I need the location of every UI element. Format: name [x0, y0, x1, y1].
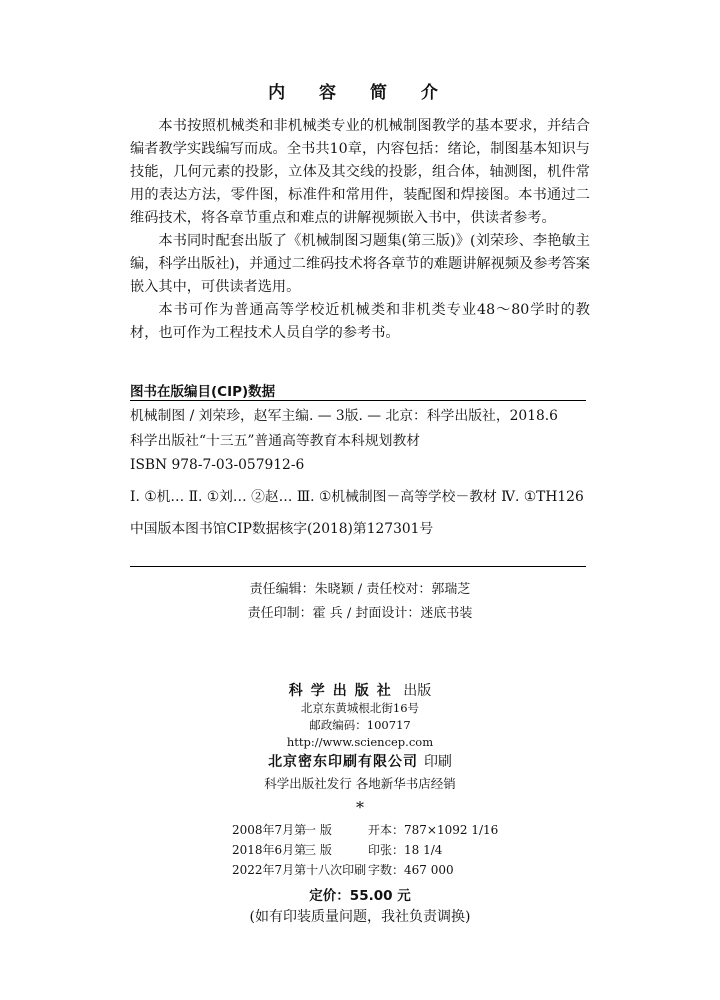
edition-spec: 字数：467 000 — [368, 863, 454, 877]
edition-number: 一 版 — [304, 823, 332, 837]
cip-isbn: ISBN 978-7-03-057912-6 — [130, 457, 305, 473]
separator-star: * — [356, 798, 364, 817]
cip-subject-classification: Ⅰ. ①机… Ⅱ. ①刘… ②赵… Ⅲ. ①机械制图－高等学校－教材 Ⅳ. ①TH126 — [130, 488, 584, 505]
publisher-name-suffix: 出版 — [403, 683, 432, 699]
intro-text — [130, 115, 590, 345]
printer-line — [0, 751, 720, 773]
publisher-website: http://www.sciencep.com — [286, 735, 434, 749]
intro-title: 内 容 简 介 — [268, 83, 452, 103]
staff-line-editors: 责任编辑：朱晓颖 / 责任校对：郭瑞芝 — [249, 582, 471, 597]
edition-date: 2022年7月第十八次印刷 — [232, 863, 367, 877]
printer-name: 北京密东印刷有限公司 — [268, 754, 419, 770]
edition-row — [232, 840, 498, 860]
edition-date: 2008年7月第 — [232, 823, 307, 837]
cip-record — [130, 404, 586, 541]
cip-catalog-number: 中国版本图书馆CIP数据核字(2018)第127301号 — [130, 520, 434, 537]
edition-date: 2018年6月第 — [232, 843, 307, 857]
printer-suffix: 印刷 — [423, 754, 452, 770]
edition-table — [232, 820, 498, 880]
staff-credits — [0, 578, 720, 626]
distribution-line: 科学出版社发行 各地新华书店经销 — [264, 776, 456, 791]
publisher-name: 科学出版社 — [288, 683, 399, 699]
staff-line-production: 责任印制：霍 兵 / 封面设计：迷底书装 — [247, 606, 473, 621]
publisher-postcode: 邮政编码：100717 — [309, 718, 411, 732]
cip-top-rule — [130, 400, 586, 401]
intro-paragraph: 本书按照机械类和非机械类专业的机械制图教学的基本要求，并结合编者教学实践编写而成。全书共10章，内容包括：绪论，制图基本知识与技能，几何元素的投影，立体及其交线的投影，组合体，轴测图，机件常用的表达方法，零件图，标准件和常用件，装配图和焊接图。本书通过二维码技术，将各章节重点和难点的讲解视频嵌入书中，供读者参考。 — [130, 118, 590, 226]
cip-bottom-rule — [130, 566, 586, 567]
publisher-block — [0, 680, 720, 817]
edition-row — [232, 860, 498, 880]
edition-number: 三 版 — [304, 843, 332, 857]
intro-paragraph: 本书同时配套出版了《机械制图习题集(第三版)》(刘荣珍、李艳敏主编，科学出版社)，并通过二维码技术将各章节的难题讲解视频及参考答案嵌入其中，可供读者选用。 — [130, 233, 590, 295]
publisher-name-line — [0, 680, 720, 700]
intro-paragraph: 本书可作为普通高等学校近机械类和非机类专业48～80学时的教材，也可作为工程技术人员自学的参考书。 — [130, 302, 590, 341]
cip-heading: 图书在版编目(CIP)数据 — [130, 384, 276, 400]
quality-notice: (如有印装质量问题，我社负责调换) — [249, 909, 471, 925]
edition-spec: 开本：787×1092 1/16 — [368, 823, 499, 837]
edition-spec: 印张：18 1/4 — [368, 843, 443, 857]
cip-series-line: 科学出版社“十三五”普通高等教育本科规划教材 — [130, 432, 421, 449]
cip-bibliographic-line: 机械制图 / 刘荣珍，赵军主编. — 3版. — 北京：科学出版社，2018.6 — [130, 408, 558, 424]
price: 定价：55.00 元 — [309, 888, 411, 904]
publisher-address: 北京东黄城根北街16号 — [300, 701, 420, 715]
edition-row — [232, 820, 498, 840]
